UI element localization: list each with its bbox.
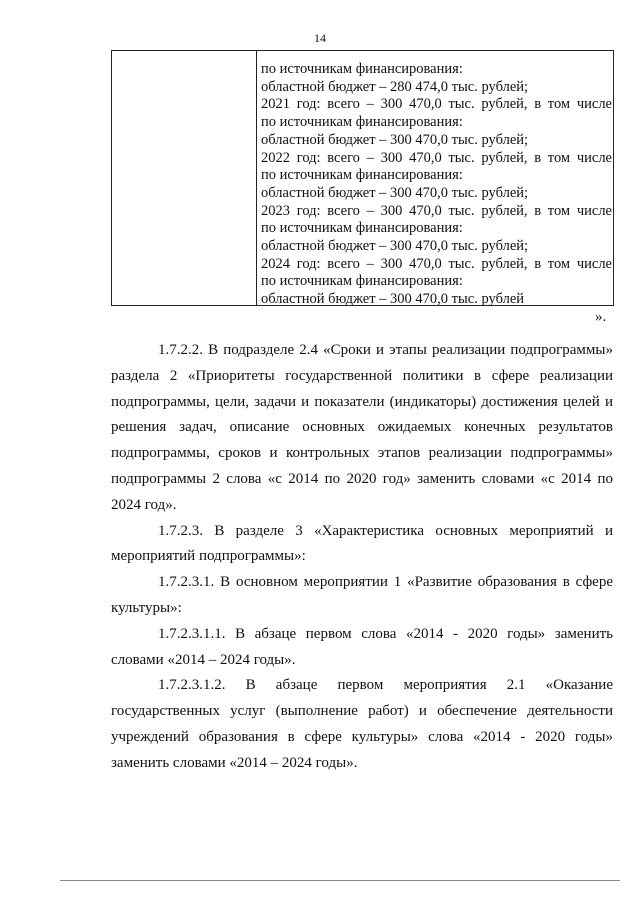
text-line: подпрограммы, цели, задачи и показатели (индикаторы) достижения целей и [111, 393, 613, 410]
table-line: областной бюджет – 300 470,0 тыс. рублей; [261, 184, 529, 201]
text-line: подпрограммы, сроков и контрольных этапов реализации подпрограммы» [111, 445, 613, 462]
table-line: областной бюджет – 300 470,0 тыс. рублей [261, 291, 525, 308]
table-column-divider [256, 51, 257, 305]
table-line: 2023 год: всего – 300 470,0 тыс. рублей, в том числе [261, 202, 612, 219]
table-line: по источникам финансирования: [261, 61, 463, 77]
text-line: раздела 2 «Приоритеты государственной политики в сфере реализации [111, 367, 613, 384]
text-line: словами «2014 – 2024 годы». [111, 651, 296, 668]
paragraph-1-7-2-2 [111, 338, 613, 519]
paragraph-1-7-2-3-1-2 [111, 673, 613, 776]
text-line: учреждений образования в сфере культуры» слова «2014 - 2020 годы» [111, 728, 613, 745]
text-line: 2024 год». [111, 496, 177, 513]
table-right-cell [261, 61, 612, 309]
text-line: 1.7.2.3.1.2. В абзаце первом мероприятия 2.1 «Оказание [158, 677, 613, 694]
text-line: заменить словами «2014 – 2024 годы». [111, 754, 358, 771]
paragraph-1-7-2-3 [111, 519, 613, 571]
table-line: областной бюджет – 300 470,0 тыс. рублей; [261, 237, 529, 254]
text-line: решения задач, описание основных ожидаемых конечных результатов [111, 419, 613, 436]
table-line: областной бюджет – 300 470,0 тыс. рублей; [261, 131, 529, 148]
text-line: подпрограммы 2 слова «с 2014 по 2020 год» заменить словами «с 2014 по [111, 470, 613, 487]
table-line: 2022 год: всего – 300 470,0 тыс. рублей, в том числе [261, 149, 612, 166]
page-bottom-edge [60, 880, 620, 881]
text-line: 1.7.2.3.1. В основном мероприятии 1 «Развитие образования в сфере [158, 574, 613, 591]
text-line: мероприятий подпрограммы»: [111, 548, 306, 565]
table-line: 2021 год: всего – 300 470,0 тыс. рублей, в том числе [261, 96, 612, 113]
table-line: по источникам финансирования: [261, 220, 463, 237]
funding-table [111, 50, 614, 306]
text-line: 1.7.2.2. В подразделе 2.4 «Сроки и этапы реализации подпрограммы» [158, 342, 613, 358]
table-line: по источникам финансирования: [261, 273, 463, 290]
paragraph-1-7-2-3-1 [111, 570, 613, 622]
text-line: государственных услуг (выполнение работ) и обеспечение деятельности [111, 703, 613, 720]
text-line: культуры»: [111, 599, 182, 616]
paragraph-1-7-2-3-1-1 [111, 622, 613, 674]
page-number: 14 [314, 31, 326, 45]
text-line: 1.7.2.3.1.1. В абзаце первом слова «2014 - 2020 годы» заменить [158, 625, 613, 642]
table-line: по источникам финансирования: [261, 114, 463, 131]
table-line: областной бюджет – 280 474,0 тыс. рублей; [261, 78, 529, 95]
document-body [111, 338, 613, 777]
closing-quote: ». [595, 309, 607, 325]
table-line: по источникам финансирования: [261, 167, 463, 184]
text-line: 1.7.2.3. В разделе 3 «Характеристика основных мероприятий и [158, 522, 613, 539]
table-line: 2024 год: всего – 300 470,0 тыс. рублей, в том числе [261, 255, 612, 272]
